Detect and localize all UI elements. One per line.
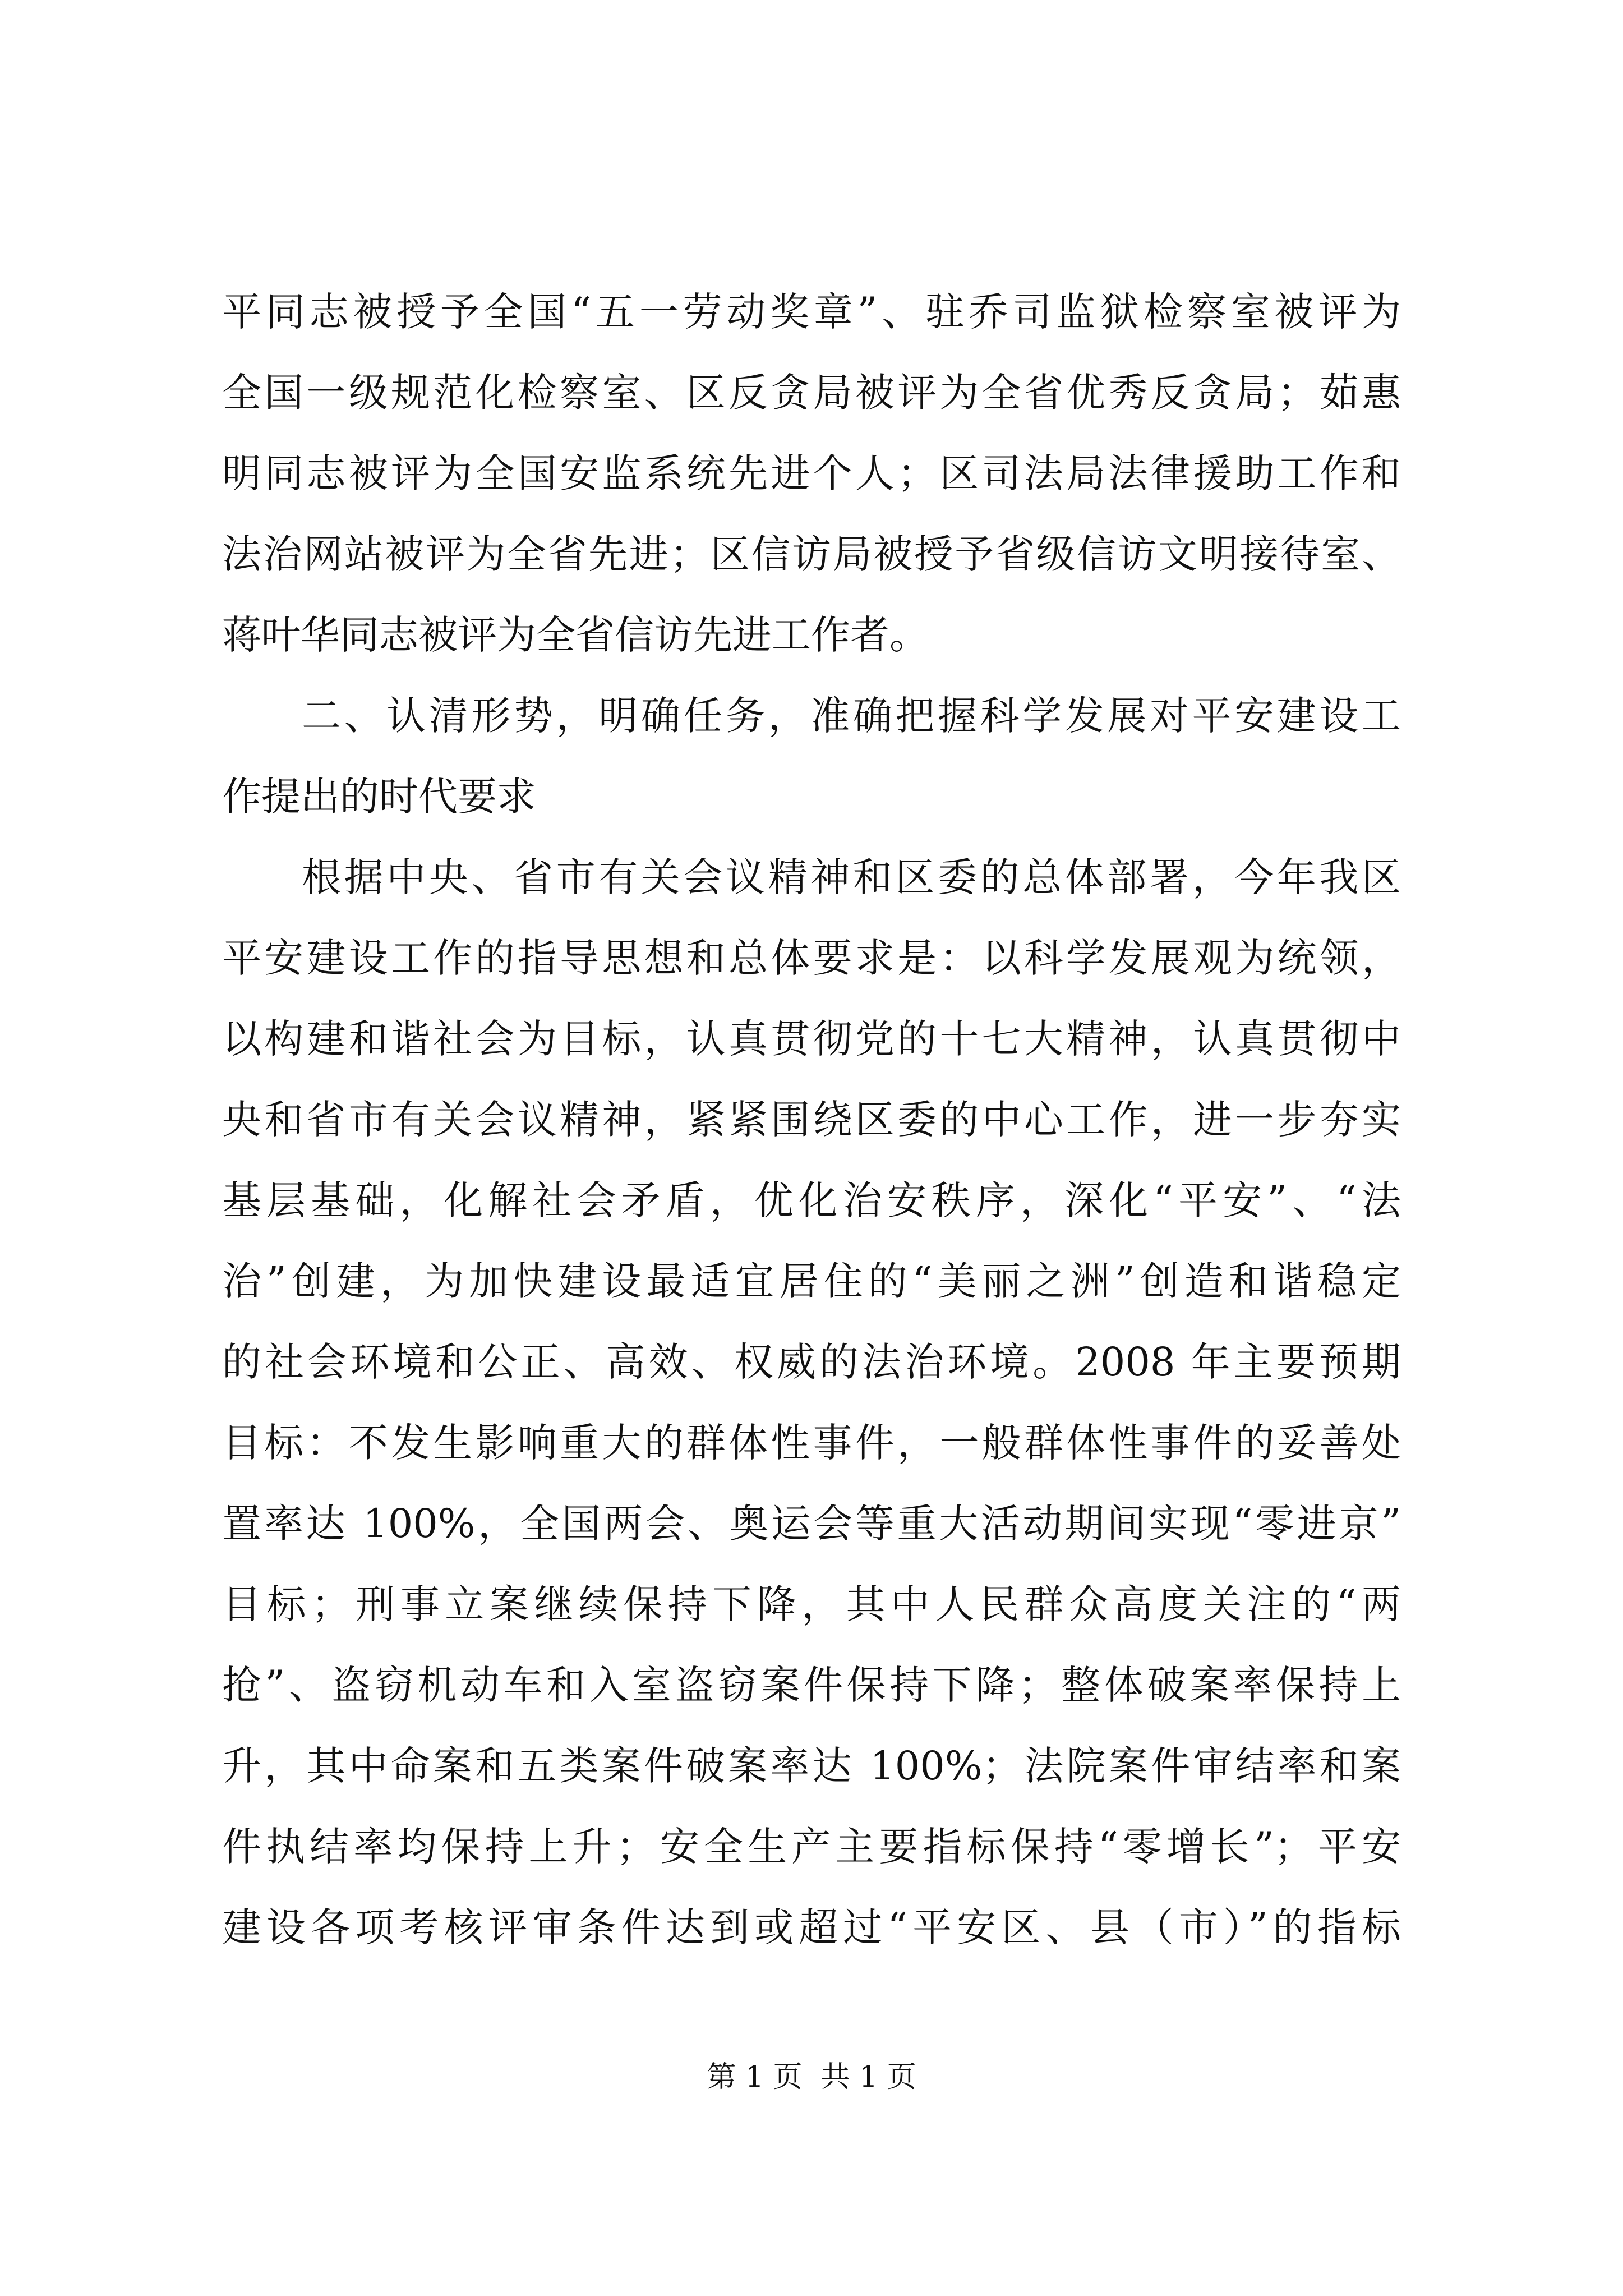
text-line: 全国一级规范化检察室、区反贪局被评为全省优秀反贪局；茹惠 [222, 370, 1401, 416]
page-number-footer: 第 1 页 共 1 页 [707, 2060, 916, 2094]
text-line: 平安建设工作的指导思想和总体要求是：以科学发展观为统领， [222, 935, 1401, 981]
section-heading [222, 675, 1401, 837]
text-line: 建设各项考核评审条件达到或超过“平安区、县（市）”的指标 [222, 1904, 1401, 1950]
text-line: 置率达 100%，全国两会、奥运会等重大活动期间实现“零进京” [222, 1501, 1401, 1547]
text-line: 平同志被授予全国“五一劳动奖章”、驻乔司监狱检察室被评为 [222, 289, 1401, 335]
text-line: 目标：不发生影响重大的群体性事件，一般群体性事件的妥善处 [222, 1420, 1401, 1466]
text-line: 基层基础，化解社会矛盾，优化治安秩序，深化“平安”、“法 [222, 1177, 1401, 1223]
document-body [222, 272, 1401, 1968]
text-line: 治”创建，为加快建设最适宜居住的“美丽之洲”创造和谐稳定 [222, 1258, 1401, 1304]
text-line: 央和省市有关会议精神，紧紧围绕区委的中心工作，进一步夯实 [222, 1097, 1401, 1143]
text-line: 抢”、盗窃机动车和入室盗窃案件保持下降；整体破案率保持上 [222, 1662, 1401, 1708]
text-line: 明同志被评为全国安监系统先进个人；区司法局法律援助工作和 [222, 450, 1401, 496]
heading-line: 二、认清形势，明确任务，准确把握科学发展对平安建设工 [302, 693, 1401, 739]
text-line: 法治网站被评为全省先进；区信访局被授予省级信访文明接待室、 [222, 531, 1401, 577]
text-line: 根据中央、省市有关会议精神和区委的总体部署，今年我区 [302, 854, 1401, 900]
paragraph-awards [222, 272, 1401, 675]
text-line: 以构建和谐社会为目标，认真贯彻党的十七大精神，认真贯彻中 [222, 1016, 1401, 1062]
text-line: 的社会环境和公正、高效、权威的法治环境。2008 年主要预期 [222, 1339, 1401, 1385]
heading-line: 作提出的时代要求 [222, 774, 536, 820]
text-line: 件执结率均保持上升；安全生产主要指标保持“零增长”；平安 [222, 1824, 1401, 1870]
text-line: 升，其中命案和五类案件破案率达 100%；法院案件审结率和案 [222, 1743, 1401, 1789]
paragraph-guiding-thought [222, 837, 1401, 1968]
text-line: 蒋叶华同志被评为全省信访先进工作者。 [222, 612, 929, 658]
text-line: 目标；刑事立案继续保持下降，其中人民群众高度关注的“两 [222, 1581, 1401, 1627]
